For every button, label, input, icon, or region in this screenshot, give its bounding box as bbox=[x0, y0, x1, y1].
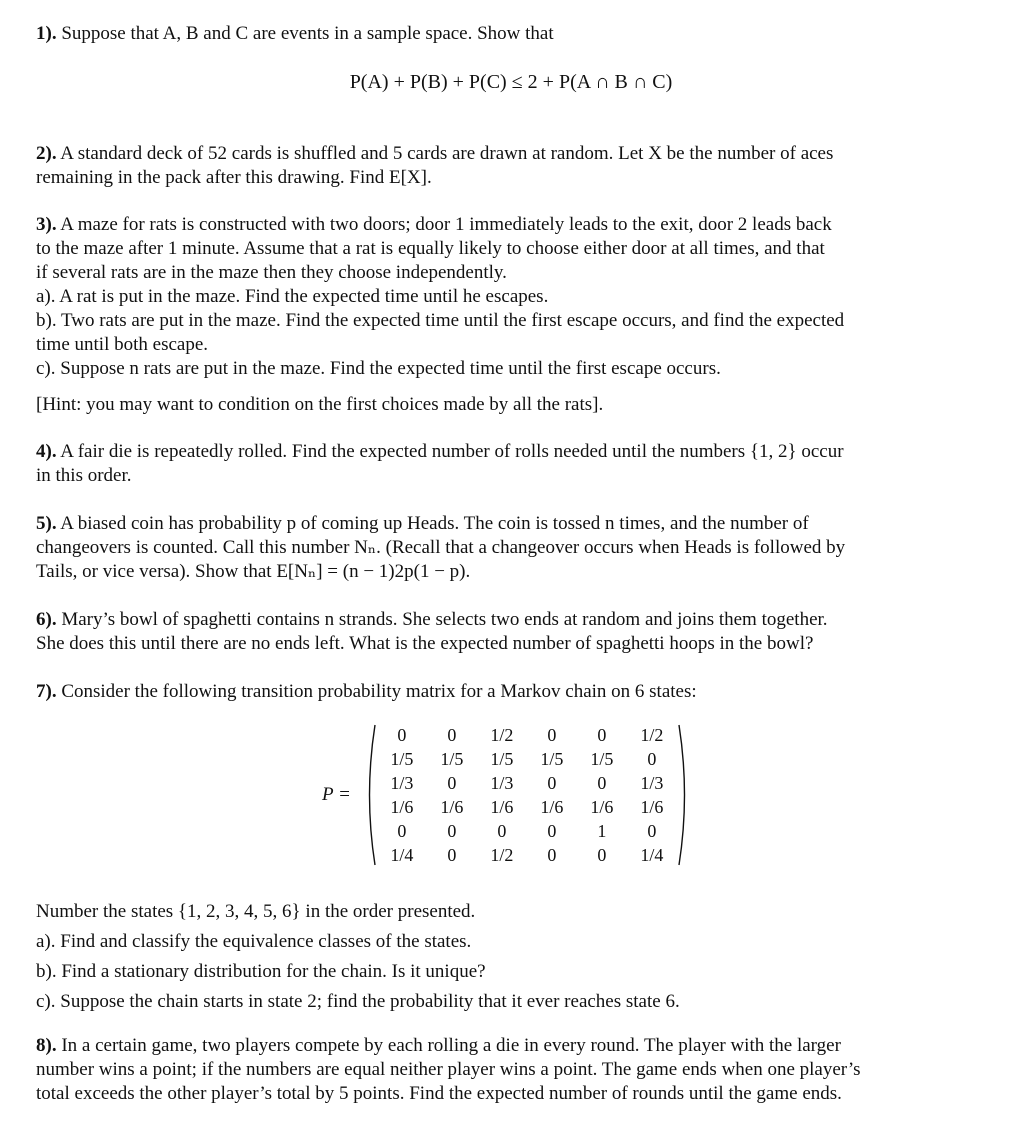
problem-3-line-3: if several rats are in the maze then they choose independently. bbox=[36, 262, 507, 283]
matrix-row bbox=[377, 795, 677, 819]
problem-2 bbox=[36, 142, 972, 190]
matrix-cell: 1/2 bbox=[640, 725, 664, 745]
problem-2-line-1: A standard deck of 52 cards is shuffled and 5 cards are drawn at random. Let X be the number of aces bbox=[60, 143, 834, 164]
left-parenthesis bbox=[363, 723, 377, 867]
matrix-cell: 1/6 bbox=[490, 797, 514, 817]
matrix-row bbox=[377, 723, 677, 747]
matrix-cell: 1/3 bbox=[640, 773, 664, 793]
problem-7-part-c: c). Suppose the chain starts in state 2; find the probability that it ever reaches state 6. bbox=[36, 991, 680, 1012]
matrix-cell: 1/2 bbox=[490, 845, 514, 865]
problem-1-number: 1). bbox=[36, 23, 57, 44]
problem-7-numbering: Number the states {1, 2, 3, 4, 5, 6} in the order presented. bbox=[36, 901, 476, 922]
matrix-table bbox=[377, 723, 677, 867]
problem-5 bbox=[36, 512, 972, 584]
matrix-cell: 1/5 bbox=[440, 749, 464, 769]
problem-3-line-1: A maze for rats is constructed with two doors; door 1 immediately leads to the exit, door 2 leads back bbox=[60, 214, 832, 235]
problem-7-part-b: b). Find a stationary distribution for the chain. Is it unique? bbox=[36, 961, 486, 982]
matrix-row bbox=[377, 843, 677, 867]
problem-8 bbox=[36, 1034, 972, 1106]
problem-8-number: 8). bbox=[36, 1035, 57, 1056]
matrix-cell: 0 bbox=[647, 821, 657, 841]
problem-7-parts bbox=[36, 897, 972, 1017]
matrix-row bbox=[377, 819, 677, 843]
matrix-cell: 1/5 bbox=[390, 749, 414, 769]
matrix-cell: 1 bbox=[597, 821, 607, 841]
problem-4-line-1: A fair die is repeatedly rolled. Find the expected number of rolls needed until the numbers {1, 2} occur bbox=[60, 441, 844, 462]
right-parenthesis bbox=[677, 723, 691, 867]
problem-5-number: 5). bbox=[36, 513, 57, 534]
problem-2-line-2: remaining in the pack after this drawing. Find E[X]. bbox=[36, 167, 432, 188]
problem-5-line-1: A biased coin has probability p of coming up Heads. The coin is tossed n times, and the number of bbox=[60, 513, 809, 534]
problem-3-part-b-line-1: b). Two rats are put in the maze. Find the expected time until the first escape occurs, and find the expected bbox=[36, 310, 845, 331]
matrix-cell: 1/5 bbox=[540, 749, 564, 769]
matrix-cell: 1/6 bbox=[540, 797, 564, 817]
matrix-cell: 1/2 bbox=[490, 725, 514, 745]
matrix-cell: 1/4 bbox=[390, 845, 414, 865]
matrix-cell: 1/5 bbox=[490, 749, 514, 769]
matrix-cell: 1/6 bbox=[640, 797, 664, 817]
matrix-cell: 0 bbox=[547, 821, 557, 841]
problem-1-equation: P(A) + P(B) + P(C) ≤ 2 + P(A ∩ B ∩ C) bbox=[349, 71, 673, 93]
matrix-cell: 0 bbox=[547, 773, 557, 793]
matrix-row bbox=[377, 747, 677, 771]
problem-6 bbox=[36, 608, 972, 656]
problem-8-line-2: number wins a point; if the numbers are equal neither player wins a point. The game ends when one player’s bbox=[36, 1059, 861, 1080]
problem-5-line-3: Tails, or vice versa). Show that E[Nₙ] = (n − 1)2p(1 − p). bbox=[36, 561, 471, 582]
problem-3-part-c: c). Suppose n rats are put in the maze. Find the expected time until the first escape occurs. bbox=[36, 358, 721, 379]
problem-4-line-2: in this order. bbox=[36, 465, 132, 486]
problem-1-text: Suppose that A, B and C are events in a sample space. Show that bbox=[61, 23, 554, 44]
problem-8-line-3: total exceeds the other player’s total by 5 points. Find the expected number of rounds until the game ends. bbox=[36, 1083, 842, 1104]
matrix-cell: 1/4 bbox=[640, 845, 664, 865]
problem-4 bbox=[36, 440, 972, 488]
matrix-cell: 1/3 bbox=[390, 773, 414, 793]
matrix-cell: 0 bbox=[547, 845, 557, 865]
problem-7-text: Consider the following transition probability matrix for a Markov chain on 6 states: bbox=[61, 681, 697, 702]
matrix-cell: 0 bbox=[397, 821, 407, 841]
problem-4-number: 4). bbox=[36, 441, 57, 462]
problem-3-line-2: to the maze after 1 minute. Assume that a rat is equally likely to choose either door at all times, and that bbox=[36, 238, 825, 259]
problem-3-part-a: a). A rat is put in the maze. Find the expected time until he escapes. bbox=[36, 286, 549, 307]
problem-6-line-2: She does this until there are no ends left. What is the expected number of spaghetti hoops in the bowl? bbox=[36, 633, 814, 654]
matrix-cell: 1/6 bbox=[440, 797, 464, 817]
problem-8-line-1: In a certain game, two players compete by each rolling a die in every round. The player with the larger bbox=[61, 1035, 841, 1056]
matrix-cell: 0 bbox=[597, 725, 607, 745]
matrix-cell: 1/6 bbox=[390, 797, 414, 817]
matrix-cell: 0 bbox=[447, 773, 457, 793]
problem-3-hint: [Hint: you may want to condition on the first choices made by all the rats]. bbox=[36, 394, 604, 415]
problem-2-number: 2). bbox=[36, 143, 57, 164]
matrix-cell: 0 bbox=[447, 725, 457, 745]
problem-1 bbox=[36, 22, 972, 46]
matrix-cell: 0 bbox=[497, 821, 507, 841]
matrix-cell: 1/6 bbox=[590, 797, 614, 817]
matrix-cell: 0 bbox=[597, 773, 607, 793]
matrix-cell: 0 bbox=[447, 821, 457, 841]
problem-6-line-1: Mary’s bowl of spaghetti contains n strands. She selects two ends at random and joins them together. bbox=[61, 609, 828, 630]
matrix-cell: 0 bbox=[447, 845, 457, 865]
problem-3 bbox=[36, 213, 972, 381]
problem-7 bbox=[36, 680, 972, 704]
problem-3-part-b-line-2: time until both escape. bbox=[36, 334, 209, 355]
problem-5-line-2: changeovers is counted. Call this number Nₙ. (Recall that a changeover occurs when Heads is followed by bbox=[36, 537, 846, 558]
matrix-cell: 0 bbox=[547, 725, 557, 745]
problem-3-number: 3). bbox=[36, 214, 57, 235]
transition-matrix bbox=[322, 723, 691, 867]
matrix-cell: 1/5 bbox=[590, 749, 614, 769]
matrix-cell: 0 bbox=[397, 725, 407, 745]
matrix-cell: 0 bbox=[597, 845, 607, 865]
problem-6-number: 6). bbox=[36, 609, 57, 630]
matrix-cell: 0 bbox=[647, 749, 657, 769]
matrix-row bbox=[377, 771, 677, 795]
matrix-label: P = bbox=[322, 784, 351, 805]
problem-7-part-a: a). Find and classify the equivalence classes of the states. bbox=[36, 931, 472, 952]
problem-7-number: 7). bbox=[36, 681, 57, 702]
matrix-cell: 1/3 bbox=[490, 773, 514, 793]
